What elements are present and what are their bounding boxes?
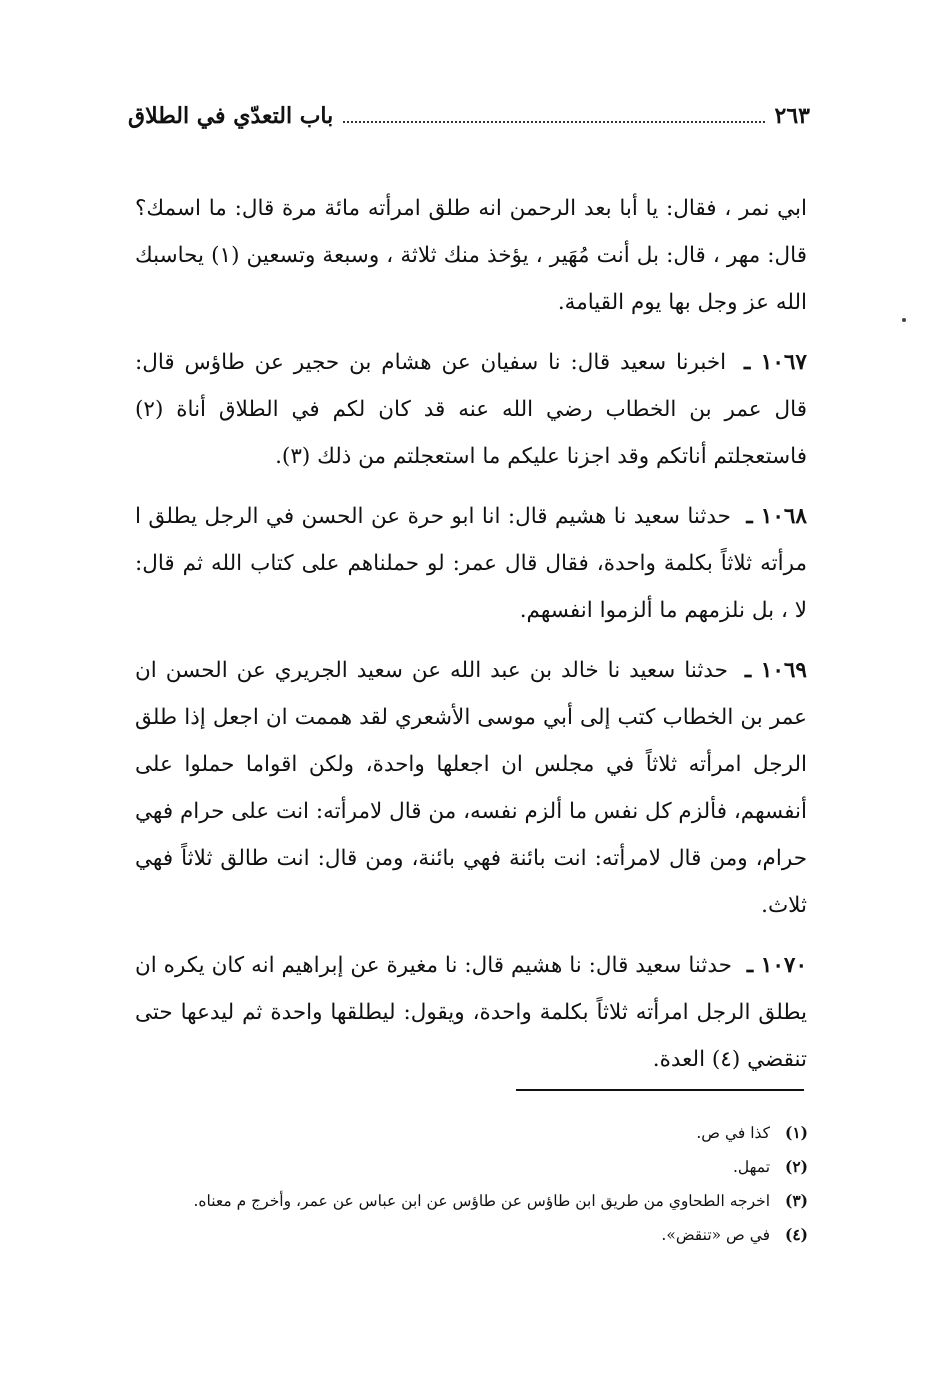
paragraph-text: حدثنا سعيد نا خالد بن عبد الله عن سعيد الجريري عن الحسن ان عمر بن الخطاب كتب إلى أبي موسى الأشعري لقد هممت ان اجعل إذا طلق الرجل امرأته ثلاثاً في مجلس ان اجعلها واحدة، ولكن اقواما حملوا على أنفسهم، فألزم كل نفس ما ألزم نفسه، من قال لامرأته: انت على حرام فهي حرام، ومن قال لامرأته: انت بائنة فهي بائنة، ومن قال: انت طالق ثلاثاً فهي ثلاث.: [135, 658, 807, 918]
footnote-text: تمهل.: [732, 1158, 771, 1176]
paragraph-number: ١٠٦٧ ـ: [744, 350, 807, 375]
paragraph-1069: [135, 647, 807, 929]
footnote-text: في ص «تنقض».: [661, 1226, 771, 1244]
paragraph-text: ابي نمر ، فقال: يا أبا بعد الرحمن انه طلق امرأته مائة مرة قال: ما اسمك؟ قال: مهر ، قال: بل أنت مُهَير ، يؤخذ منك ثلاثة ، وسبعة وتسعين (١) يحاسبك الله عز وجل بها يوم القيامة.: [135, 196, 807, 315]
footnote-separator: [516, 1089, 804, 1091]
paragraph-1070: [135, 942, 807, 1083]
footnote-marker: (٤): [784, 1225, 808, 1244]
footnote-marker: (٣): [784, 1191, 808, 1210]
footnote-1: [132, 1116, 808, 1150]
paragraph-text: حدثنا سعيد قال: نا هشيم قال: نا مغيرة عن إبراهيم انه كان يكره ان يطلق الرجل امرأته ثلاثاً بكلمة واحدة، ويقول: ليطلقها واحدة ثم ليدعها حتى تنقضي (٤) العدة.: [135, 953, 807, 1072]
paragraph-number: ١٠٦٨ ـ: [746, 504, 807, 529]
footnote-4: [132, 1218, 808, 1252]
footnote-2: [132, 1150, 808, 1184]
header-leader-dots: [343, 121, 764, 123]
paragraph-1067: [135, 339, 807, 480]
chapter-title: باب التعدّي في الطلاق: [128, 103, 334, 129]
footnote-text: كذا في ص.: [696, 1124, 771, 1142]
running-header: [128, 98, 810, 134]
footnotes: [132, 1116, 808, 1252]
margin-mark: [902, 318, 906, 322]
footnote-marker: (١): [784, 1123, 808, 1142]
main-text: [135, 185, 807, 1096]
page-number: ٢٦٣: [774, 103, 810, 129]
paragraph-text: اخبرنا سعيد قال: نا سفيان عن هشام بن حجير عن طاؤس قال: قال عمر بن الخطاب رضي الله عنه قد كان لكم في الطلاق أناة (٢) فاستعجلتم أناتكم وقد اجزنا عليكم ما استعجلتم من ذلك (٣).: [135, 350, 807, 469]
paragraph-continuation: [135, 185, 807, 326]
footnote-3: [132, 1184, 808, 1218]
paragraph-1068: [135, 493, 807, 634]
footnote-text: اخرجه الطحاوي من طريق ابن طاؤس عن طاؤس عن ابن عباس عن عمر، وأخرج م معناه.: [193, 1192, 771, 1210]
paragraph-text: حدثنا سعيد نا هشيم قال: انا ابو حرة عن الحسن في الرجل يطلق ا مرأته ثلاثاً بكلمة واحدة، فقال قال عمر: لو حملناهم على كتاب الله ثم قال: لا ، بل نلزمهم ما ألزموا انفسهم.: [135, 504, 807, 623]
paragraph-number: ١٠٧٠ ـ: [747, 953, 807, 978]
footnote-marker: (٢): [784, 1157, 808, 1176]
paragraph-number: ١٠٦٩ ـ: [745, 658, 807, 683]
